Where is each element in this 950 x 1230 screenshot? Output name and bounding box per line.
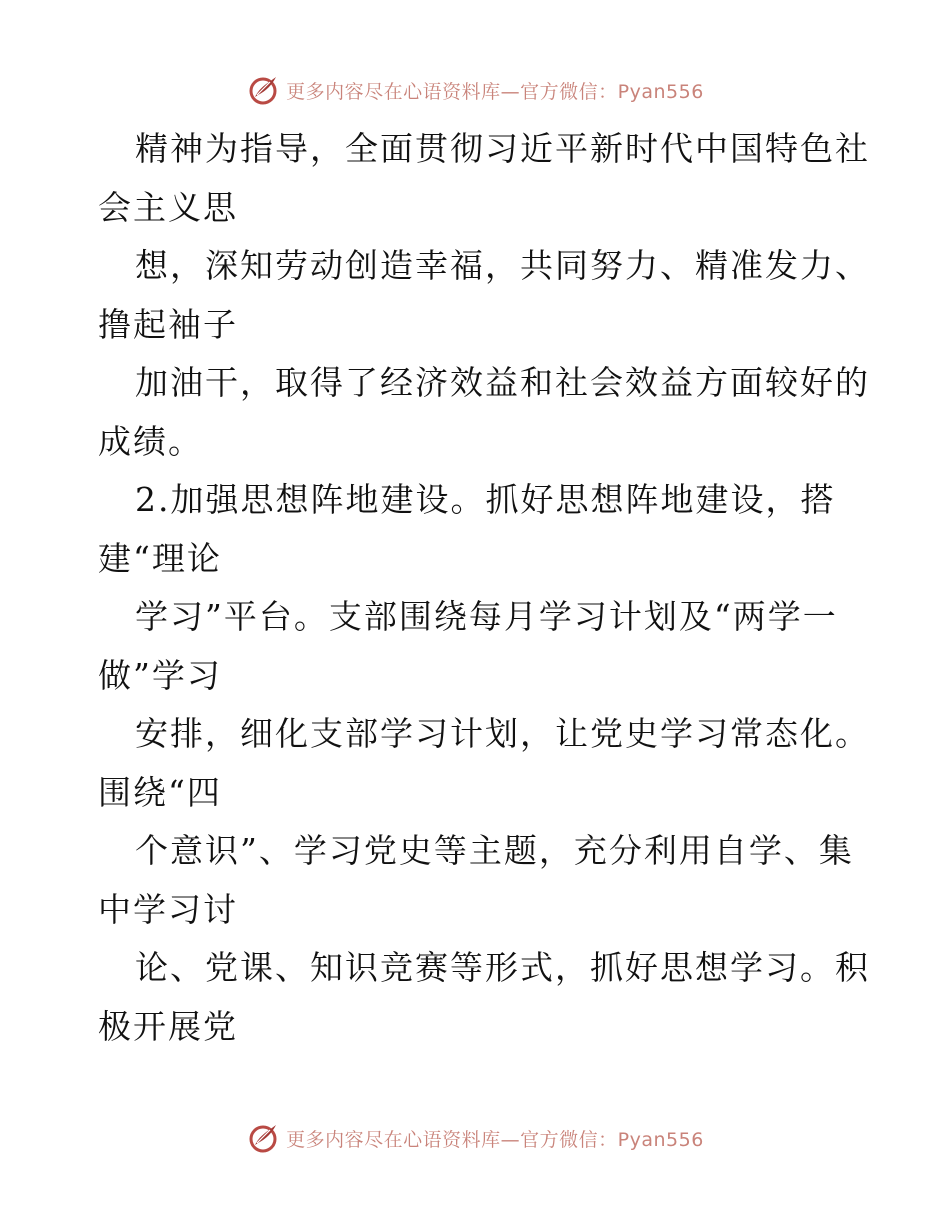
quill-swirl-icon: [246, 73, 280, 107]
text-line: 成绩。: [98, 421, 203, 461]
text-line: 论、党课、知识竞赛等形式，抓好思想学习。积: [135, 948, 870, 987]
text-line: 做”学习: [98, 655, 222, 695]
quill-swirl-icon: [246, 1121, 280, 1155]
text-line: 会主义思: [98, 187, 238, 227]
text-line: 极开展党: [98, 1006, 238, 1046]
text-line: 精神为指导，全面贯彻习近平新时代中国特色社: [135, 129, 870, 168]
document-body: [98, 120, 870, 1056]
text-line: 撸起袖子: [98, 304, 238, 344]
text-line: 建“理论: [98, 538, 222, 578]
text-line: 想，深知劳动创造幸福，共同努力、精准发力、: [135, 246, 870, 285]
header-banner: [0, 70, 950, 110]
text-line: 个意识”、学习党史等主题，充分利用自学、集: [135, 831, 854, 870]
text-line: 安排，细化支部学习计划，让党史学习常态化。: [135, 714, 870, 753]
text-line: 2.加强思想阵地建设。抓好思想阵地建设，搭: [135, 480, 836, 519]
text-line: 围绕“四: [98, 772, 222, 812]
text-line: 加油干，取得了经济效益和社会效益方面较好的: [135, 363, 870, 402]
footer-banner: [0, 1118, 950, 1158]
text-line: 中学习讨: [98, 889, 238, 929]
header-banner-text: 更多内容尽在心语资料库—官方微信：Pyan556: [286, 80, 704, 103]
text-line: 学习”平台。支部围绕每月学习计划及“两学一: [135, 597, 838, 636]
footer-banner-text: 更多内容尽在心语资料库—官方微信：Pyan556: [286, 1128, 704, 1151]
